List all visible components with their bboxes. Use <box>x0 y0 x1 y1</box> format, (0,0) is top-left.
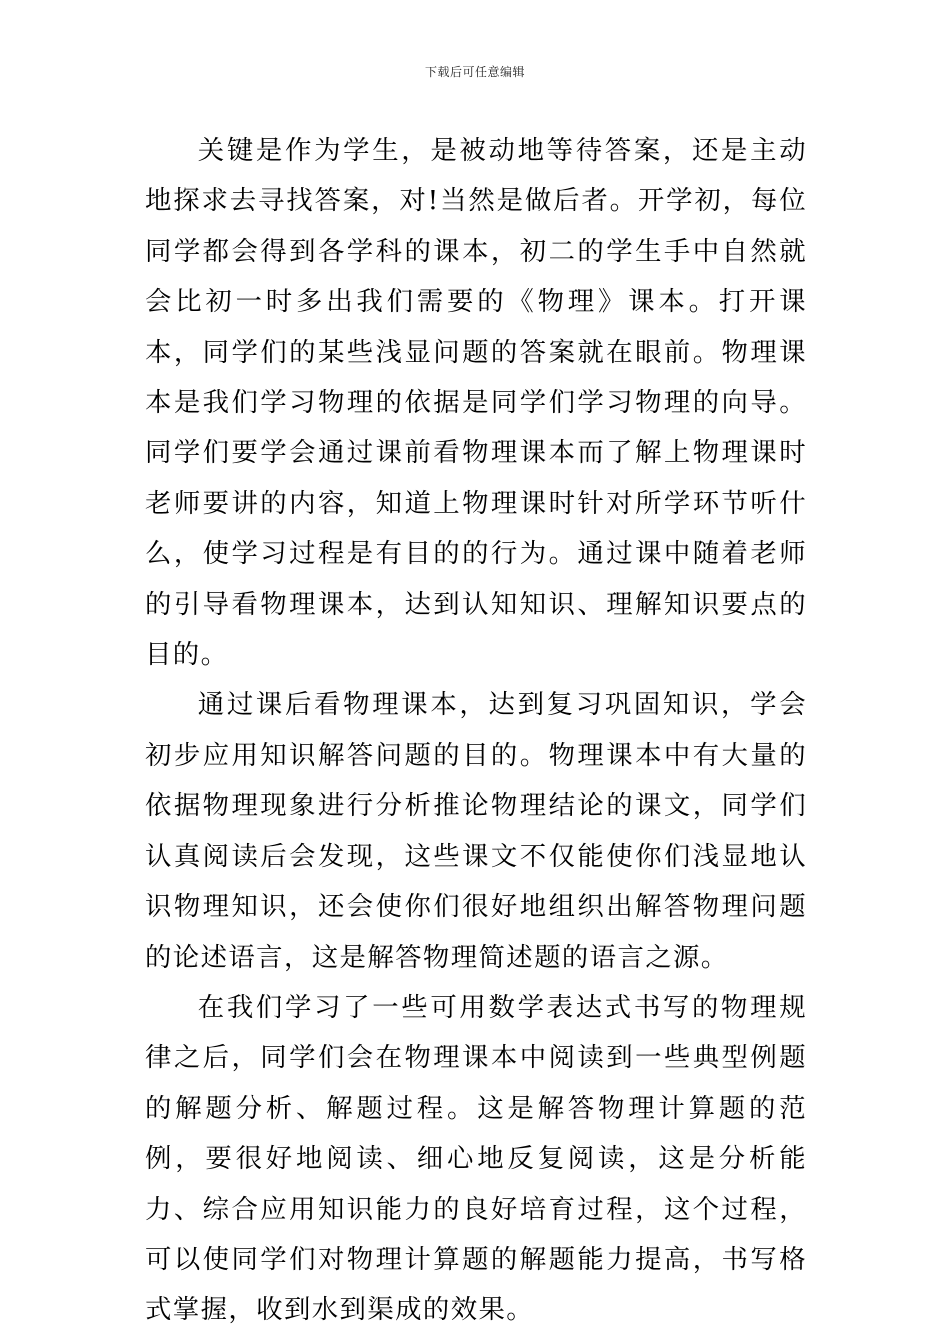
paragraph-2: 通过课后看物理课本，达到复习巩固知识，学会初步应用知识解答问题的目的。物理课本中有大量的依据物理现象进行分析推论物理结论的课文，同学们认真阅读后会发现，这些课文不仅能使你们浅显地认识物理知识，还会使你们很好地组织出解答物理问题的论述语言，这是解答物理简述题的语言之源。 <box>145 689 807 973</box>
document-body <box>145 126 807 1336</box>
paragraph-3: 在我们学习了一些可用数学表达式书写的物理规律之后，同学们会在物理课本中阅读到一些典型例题的解题分析、解题过程。这是解答物理计算题的范例，要很好地阅读、细心地反复阅读，这是分析能力、综合应用知识能力的良好培育过程，这个过程，可以使同学们对物理计算题的解题能力提高，书写格式掌握，收到水到渠成的效果。 <box>145 991 807 1326</box>
page-header-note: 下载后可任意编辑 <box>424 65 525 79</box>
paragraph-1: 关键是作为学生，是被动地等待答案，还是主动地探求去寻找答案，对!当然是做后者。开学初，每位同学都会得到各学科的课本，初二的学生手中自然就会比初一时多出我们需要的《物理》课本。打开课本，同学们的某些浅显问题的答案就在眼前。物理课本是我们学习物理的依据是同学们学习物理的向导。同学们要学会通过课前看物理课本而了解上物理课时老师要讲的内容，知道上物理课时针对所学环节听什么，使学习过程是有目的的行为。通过课中随着老师的引导看物理课本，达到认知知识、理解知识要点的目的。 <box>145 135 807 671</box>
